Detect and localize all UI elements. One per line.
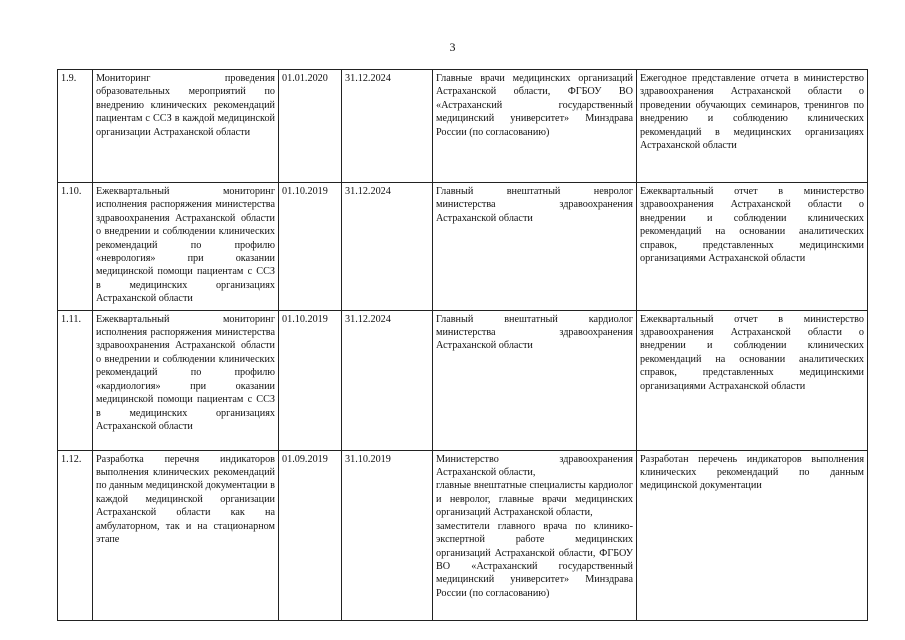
- responsible-parties: Министерство здравоохранения Астраханской области, главные внештатные специалисты кардиолог и невролог, главные врачи медицинских организаций Астраханской области, заместители главного врача по клинико-экспертной работе медицинских организаций Астраханской области, ФГБОУ ВО «Астраханский государственный медицинский университет» Минздрава России (по согласованию): [433, 450, 637, 620]
- row-number: 1.11.: [58, 310, 93, 450]
- table-row: [58, 310, 868, 450]
- expected-result: Ежегодное представление отчета в министерство здравоохранения Астраханской области о проведении обучающих семинаров, тренингов по внедрению и соблюдению клинических рекомендаций в медицинских организациях Астраханской области: [637, 70, 868, 183]
- end-date: 31.12.2024: [342, 183, 433, 311]
- responsible-parties: Главный внештатный невролог министерства здравоохранения Астраханской области: [433, 183, 637, 311]
- activity-description: Мониторинг проведения образовательных мероприятий по внедрению клинических рекомендаций пациентам с ССЗ в каждой медицинской организации Астраханской области: [93, 70, 279, 183]
- start-date: 01.10.2019: [279, 310, 342, 450]
- expected-result: Разработан перечень индикаторов выполнения клинических рекомендаций по данным медицинской документации: [637, 450, 868, 620]
- row-number: 1.10.: [58, 183, 93, 311]
- end-date: 31.12.2024: [342, 310, 433, 450]
- table-row: [58, 450, 868, 620]
- row-number: 1.9.: [58, 70, 93, 183]
- activity-plan-table: [57, 69, 868, 621]
- start-date: 01.01.2020: [279, 70, 342, 183]
- responsible-parties: Главный внештатный кардиолог министерства здравоохранения Астраханской области: [433, 310, 637, 450]
- activity-description: Ежеквартальный мониторинг исполнения распоряжения министерства здравоохранения Астраханской области о внедрении и соблюдении клинических рекомендаций по профилю «кардиология» при оказании медицинской помощи пациентам с ССЗ в медицинских организациях Астраханской области: [93, 310, 279, 450]
- end-date: 31.10.2019: [342, 450, 433, 620]
- row-number: 1.12.: [58, 450, 93, 620]
- end-date: 31.12.2024: [342, 70, 433, 183]
- expected-result: Ежеквартальный отчет в министерство здравоохранения Астраханской области о внедрении и соблюдении клинических рекомендаций на основании аналитических справок, представленных медицинскими организациями Астраханской области: [637, 310, 868, 450]
- responsible-parties: Главные врачи медицинских организаций Астраханской области, ФГБОУ ВО «Астраханский государственный медицинский университет» Минздрава России (по согласованию): [433, 70, 637, 183]
- activity-description: Разработка перечня индикаторов выполнения клинических рекомендаций по данным медицинской документации в каждой медицинской организации Астраханской области как на амбулаторном, так и на стационарном этапе: [93, 450, 279, 620]
- page-number: 3: [449, 40, 456, 54]
- table-row: [58, 70, 868, 183]
- table-row: [58, 183, 868, 311]
- expected-result: Ежеквартальный отчет в министерство здравоохранения Астраханской области о внедрении и соблюдении клинических рекомендаций на основании аналитических справок, представленных медицинскими организациями Астраханской области: [637, 183, 868, 311]
- start-date: 01.09.2019: [279, 450, 342, 620]
- start-date: 01.10.2019: [279, 183, 342, 311]
- activity-description: Ежеквартальный мониторинг исполнения распоряжения министерства здравоохранения Астраханской области о внедрении и соблюдении клинических рекомендаций по профилю «неврология» при оказании медицинской помощи пациентам с ССЗ в медицинских организациях Астраханской области: [93, 183, 279, 311]
